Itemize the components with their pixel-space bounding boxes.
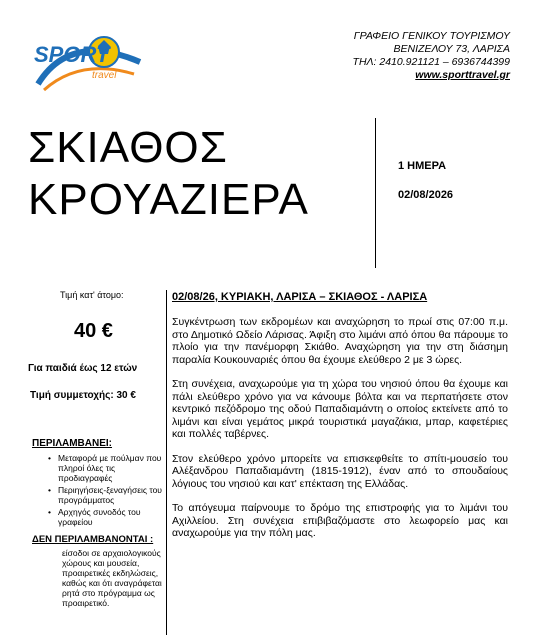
itinerary-body [172, 316, 508, 552]
included-item: • Μεταφορά με πούλμαν που πληροί όλες τις προδιαγραφές [42, 453, 162, 483]
sporttravel-logo [30, 22, 150, 102]
trip-date: 02/08/2026 [398, 189, 454, 201]
not-included-text: είσοδοι σε αρχαιολογικούς χώρους και μουσεία, προαιρετικές εκδηλώσεις, καθώς και ότι αναγράφεται ρητά στο πρόγραμμα ως προαιρετικό. [62, 548, 162, 608]
itinerary-heading: 02/08/26, ΚΥΡΙΑΚΗ, ΛΑΡΙΣΑ – ΣΚΙΑΘΟΣ - ΛΑΡΙΣΑ [172, 291, 428, 303]
price-label: Τιμή κατ' άτομο: [60, 290, 124, 300]
title-line-1: ΣΚΙΑΘΟΣ [28, 123, 228, 172]
contact-block [300, 30, 510, 82]
included-item: • Αρχηγός συνοδός του γραφείου [42, 507, 162, 527]
trip-title [28, 122, 348, 226]
price-value: 40 € [74, 320, 113, 342]
column-divider [166, 290, 167, 635]
children-note: Για παιδιά έως 12 ετών [28, 363, 138, 374]
included-title: ΠΕΡΙΛΑΜΒΑΝΕΙ: [32, 438, 113, 449]
itinerary-paragraph: Στον ελεύθερο χρόνο μπορείτε να επισκεφθείτε το σπίτι-μουσείο του Αλέξανδρου Παπαδιαμάντη (1815-1912), έναν από το σπουδαίους λόγιους του νησιού και κατ' επέκταση της Ελλάδας. [172, 452, 508, 490]
itinerary-paragraph: Το απόγευμα παίρνουμε το δρόμο της επιστροφής για το λιμάνι του Αχιλλείου. Στη συνέχεια επιβιβαζόμαστε στο λεωφορείο μας και αναχωρούμε για την πόλη μας. [172, 502, 508, 539]
participation-price: Τιμή συμμετοχής: 30 € [30, 390, 136, 401]
contact-address: ΒΕΝΙΖΕΛΟΥ 73, ΛΑΡΙΣΑ [393, 43, 510, 55]
trip-duration: 1 ΗΜΕΡΑ [398, 160, 447, 172]
included-list [42, 453, 162, 529]
not-included-title: ΔΕΝ ΠΕΡΙΛΑΜΒΑΝΟΝΤΑΙ : [32, 534, 154, 545]
title-line-2: ΚΡΟΥΑΖΙΕΡΑ [28, 175, 309, 224]
included-item: • Περιηγήσεις-ξεναγήσεις του προγράμματος [42, 485, 162, 505]
contact-office: ΓΡΑΦΕΙΟ ΓΕΝΙΚΟΥ ΤΟΥΡΙΣΜΟΥ [353, 30, 510, 42]
itinerary-paragraph: Στη συνέχεια, αναχωρούμε για τη χώρα του νησιού όπου θα έχουμε και πάλι ελεύθερο χρόνο για να κάνουμε βόλτα και να περπατήσετε στον κεντρικό πεζόδρομο της οδού Παπαδιαμάντη ο οποίος εκτείνετε από το λιμάνι και είναι γεμάτος μικρά τουριστικά μαγαζάκια, μπαρ, καφετέριες και πολλές ταβέρνες. [172, 378, 508, 440]
header-divider [375, 118, 376, 268]
logo-sub: travel [92, 70, 117, 81]
logo-word: SPORT [34, 42, 110, 67]
contact-phone: ΤΗΛ: 2410.921121 – 6936744399 [352, 56, 510, 68]
contact-website-link[interactable]: www.sporttravel.gr [415, 69, 510, 81]
itinerary-paragraph: Συγκέντρωση των εκδρομέων και αναχώρηση το πρωί στις 07:00 π.μ. στο Δημοτικό Ωδείο Λάρισας. Άφιξη στο λιμάνι από όπου θα πάρουμε το πλοίο για την πανέμορφη Σκιάθο. Αναχώρηση για την στη διάσημη παραλία Κουκουναριές όπου θα έχουμε ελεύθερο 2 με 3 ώρες. [172, 316, 508, 366]
